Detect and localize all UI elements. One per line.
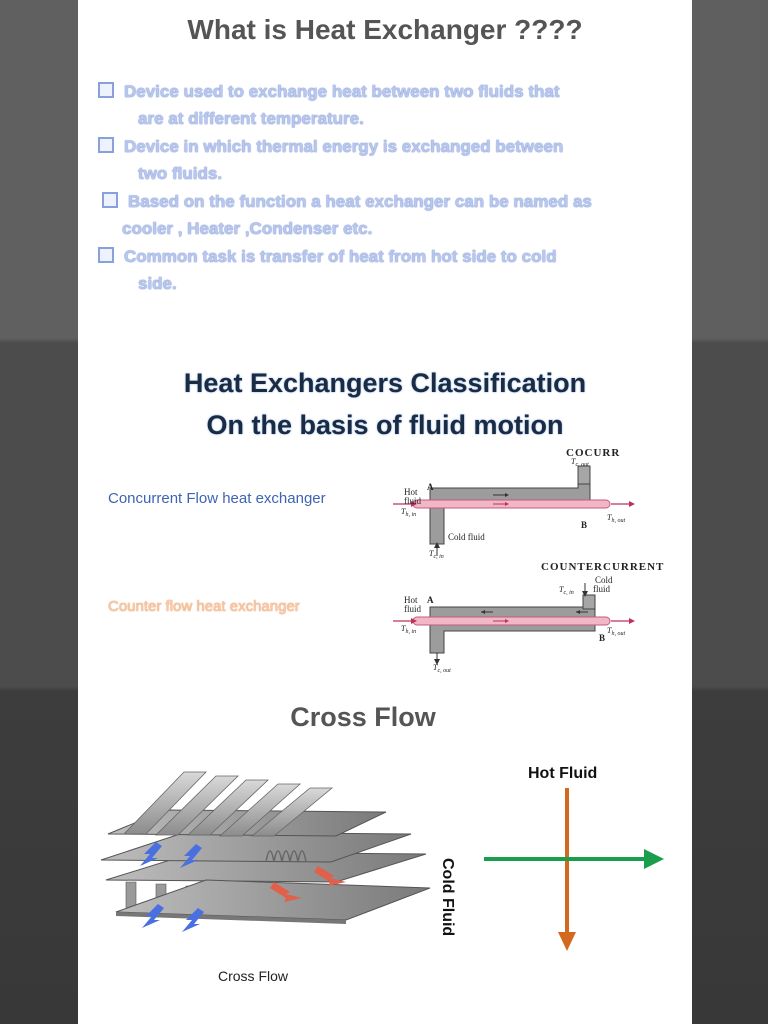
checkbox-bullet-icon — [102, 192, 118, 208]
hot-fluid-label: Hot Fluid — [528, 765, 598, 782]
left-backdrop — [0, 0, 78, 1024]
cold-fluid-label: Cold fluid — [448, 532, 485, 542]
th-in-label: $T_{h, in}$ — [401, 507, 417, 518]
countercurrent-tag: COUNTERCURRENT — [541, 561, 665, 573]
th-out-label: $T_{h, out}$ — [607, 513, 626, 524]
list-item-line: side. — [138, 274, 177, 293]
list-item — [102, 188, 682, 242]
cold-fluid-label: Cold — [595, 575, 613, 585]
list-item-line: Device in which thermal energy is exchanged between — [124, 137, 564, 156]
th-in-label: $T_{h, in}$ — [401, 624, 417, 635]
cross-flow-title: Cross Flow — [290, 702, 436, 732]
list-item-line: Based on the function a heat exchanger can be named as — [128, 192, 592, 211]
document-page — [78, 0, 692, 1024]
page-title: What is Heat Exchanger ???? — [187, 14, 583, 45]
classification-line-1: Heat Exchangers Classification — [183, 368, 587, 398]
hot-fluid-label: Hot — [404, 487, 418, 497]
point-b-label: B — [599, 633, 606, 643]
cold-fluid-label-2: fluid — [593, 584, 610, 594]
hot-fluid-label-2: fluid — [404, 604, 421, 614]
tc-in-label: $T_{c, in}$ — [429, 549, 444, 560]
point-a-label: A — [427, 595, 434, 605]
classification-heading — [78, 362, 692, 446]
counter-flow-diagram — [383, 573, 653, 673]
tc-out-label: $T_{c, out}$ — [433, 663, 451, 673]
list-item-line: two fluids. — [138, 164, 223, 183]
shell-icon — [430, 607, 595, 653]
definition-list — [98, 78, 678, 298]
point-a-label: A — [427, 482, 434, 492]
hot-tube-icon — [413, 617, 610, 625]
cross-flow-plates-illustration — [96, 762, 436, 962]
hot-tube-icon — [413, 500, 610, 508]
hot-fluid-label: Hot — [404, 595, 418, 605]
cold-fluid-label: Cold Fluid — [439, 858, 456, 937]
list-item — [98, 78, 678, 132]
cross-flow-arrow-diagram — [476, 784, 676, 956]
checkbox-bullet-icon — [98, 137, 114, 153]
cross-flow-caption: Cross Flow — [218, 968, 289, 984]
hot-fluid-label-2: fluid — [404, 496, 421, 506]
list-item-line: are at different temperature. — [138, 109, 364, 128]
cocurrent-tag: COCURR — [566, 447, 621, 459]
tc-in-label: $T_{c, in}$ — [559, 585, 574, 596]
point-b-label: B — [581, 520, 588, 530]
classification-line-2: On the basis of fluid motion — [206, 410, 564, 440]
list-item — [98, 133, 678, 187]
list-item — [98, 243, 678, 297]
list-item-line: Device used to exchange heat between two fluids that — [124, 82, 560, 101]
concurrent-label: Concurrent Flow heat exchanger — [108, 490, 326, 507]
checkbox-bullet-icon — [98, 247, 114, 263]
tc-out-label: $T_{c, out}$ — [571, 457, 589, 468]
right-backdrop — [692, 0, 768, 1024]
concurrent-diagram — [383, 452, 653, 564]
list-item-line: Common task is transfer of heat from hot side to cold — [124, 247, 557, 266]
checkbox-bullet-icon — [98, 82, 114, 98]
counter-flow-label: Counter flow heat exchanger — [108, 598, 300, 615]
inlet-pipe-icon — [583, 595, 595, 609]
th-out-label: $T_{h, out}$ — [607, 626, 626, 637]
outlet-pipe-icon — [578, 466, 590, 484]
list-item-line: cooler , Heater ,Condenser etc. — [122, 219, 373, 238]
